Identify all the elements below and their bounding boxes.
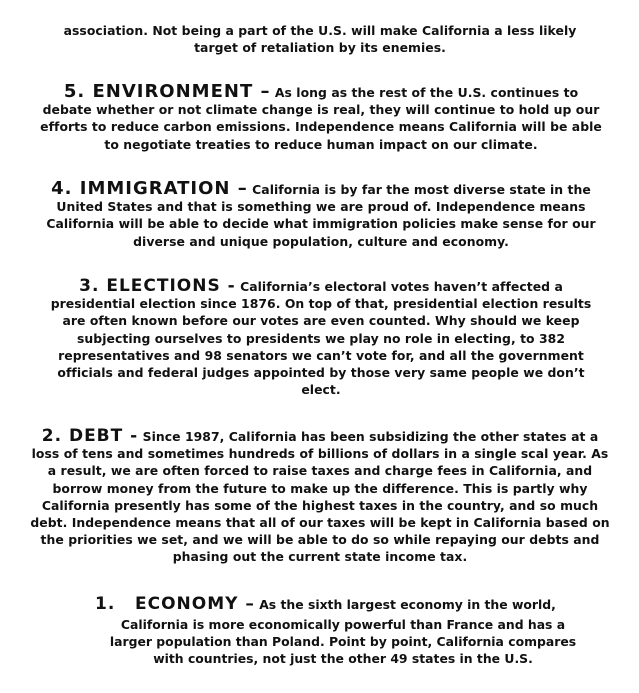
economy-heading: ECONOMY – <box>135 594 255 614</box>
environment-section <box>38 83 604 153</box>
economy-number: 1. <box>95 594 116 614</box>
immigration-heading: 4. IMMIGRATION – <box>51 178 248 199</box>
elections-section <box>40 278 602 398</box>
economy-text-first: As the sixth largest economy in the world, <box>259 597 556 612</box>
debt-section <box>30 428 610 566</box>
elections-text: California’s electoral votes haven’t affected a presidential election since 1876. On top of that, presidential election results are often known before our votes are even counted. Why should we keep subjecting ourselves to presidents we play no role in electing, to 382 representatives and 98 senators we can’t vote for, and all the government officials and federal judges appointed by those very same people we don’t elect. <box>50 279 592 398</box>
immigration-text: California is by far the most diverse state in the United States and that is something we are proud of. Independence means California will be able to decide what immigration policies make sense for our diverse and unique population, culture and economy. <box>46 182 596 249</box>
economy-text-rest: California is more economically powerful than France and has a larger population than Poland. Point by point, California compares with countries, not just the other 49 states in the U.S. <box>109 617 577 667</box>
environment-heading: 5. ENVIRONMENT – <box>63 81 271 102</box>
immigration-section <box>38 180 604 250</box>
intro-text: association. Not being a part of the U.S. will make California a less likely target of retaliation by its enemies. <box>63 23 577 56</box>
debt-text: Since 1987, California has been subsidizing the other states at a loss of tens and sometimes hundreds of billions of dollars in a single scal year. As a result, we are often forced to raise taxes and charge fees in California, and borrow money from the future to make up the difference. This is partly why California presently has some of the highest taxes in the country, and so much debt. Independence means that all of our taxes will be kept in California based on the priorities we set, and we will be able to do so while repaying our debts and phasing out the current state income tax. <box>30 429 610 565</box>
environment-text: As long as the rest of the U.S. continues to debate whether or not climate change is real, they will continue to hold up our efforts to reduce carbon emissions. Independence means California will be able to negotiate treaties to reduce human impact on our climate. <box>40 85 602 152</box>
debt-heading: 2. DEBT - <box>41 426 139 446</box>
elections-heading: 3. ELECTIONS - <box>79 276 236 296</box>
economy-heading-line <box>95 596 615 613</box>
economy-body <box>108 616 578 668</box>
intro-paragraph <box>55 22 585 56</box>
